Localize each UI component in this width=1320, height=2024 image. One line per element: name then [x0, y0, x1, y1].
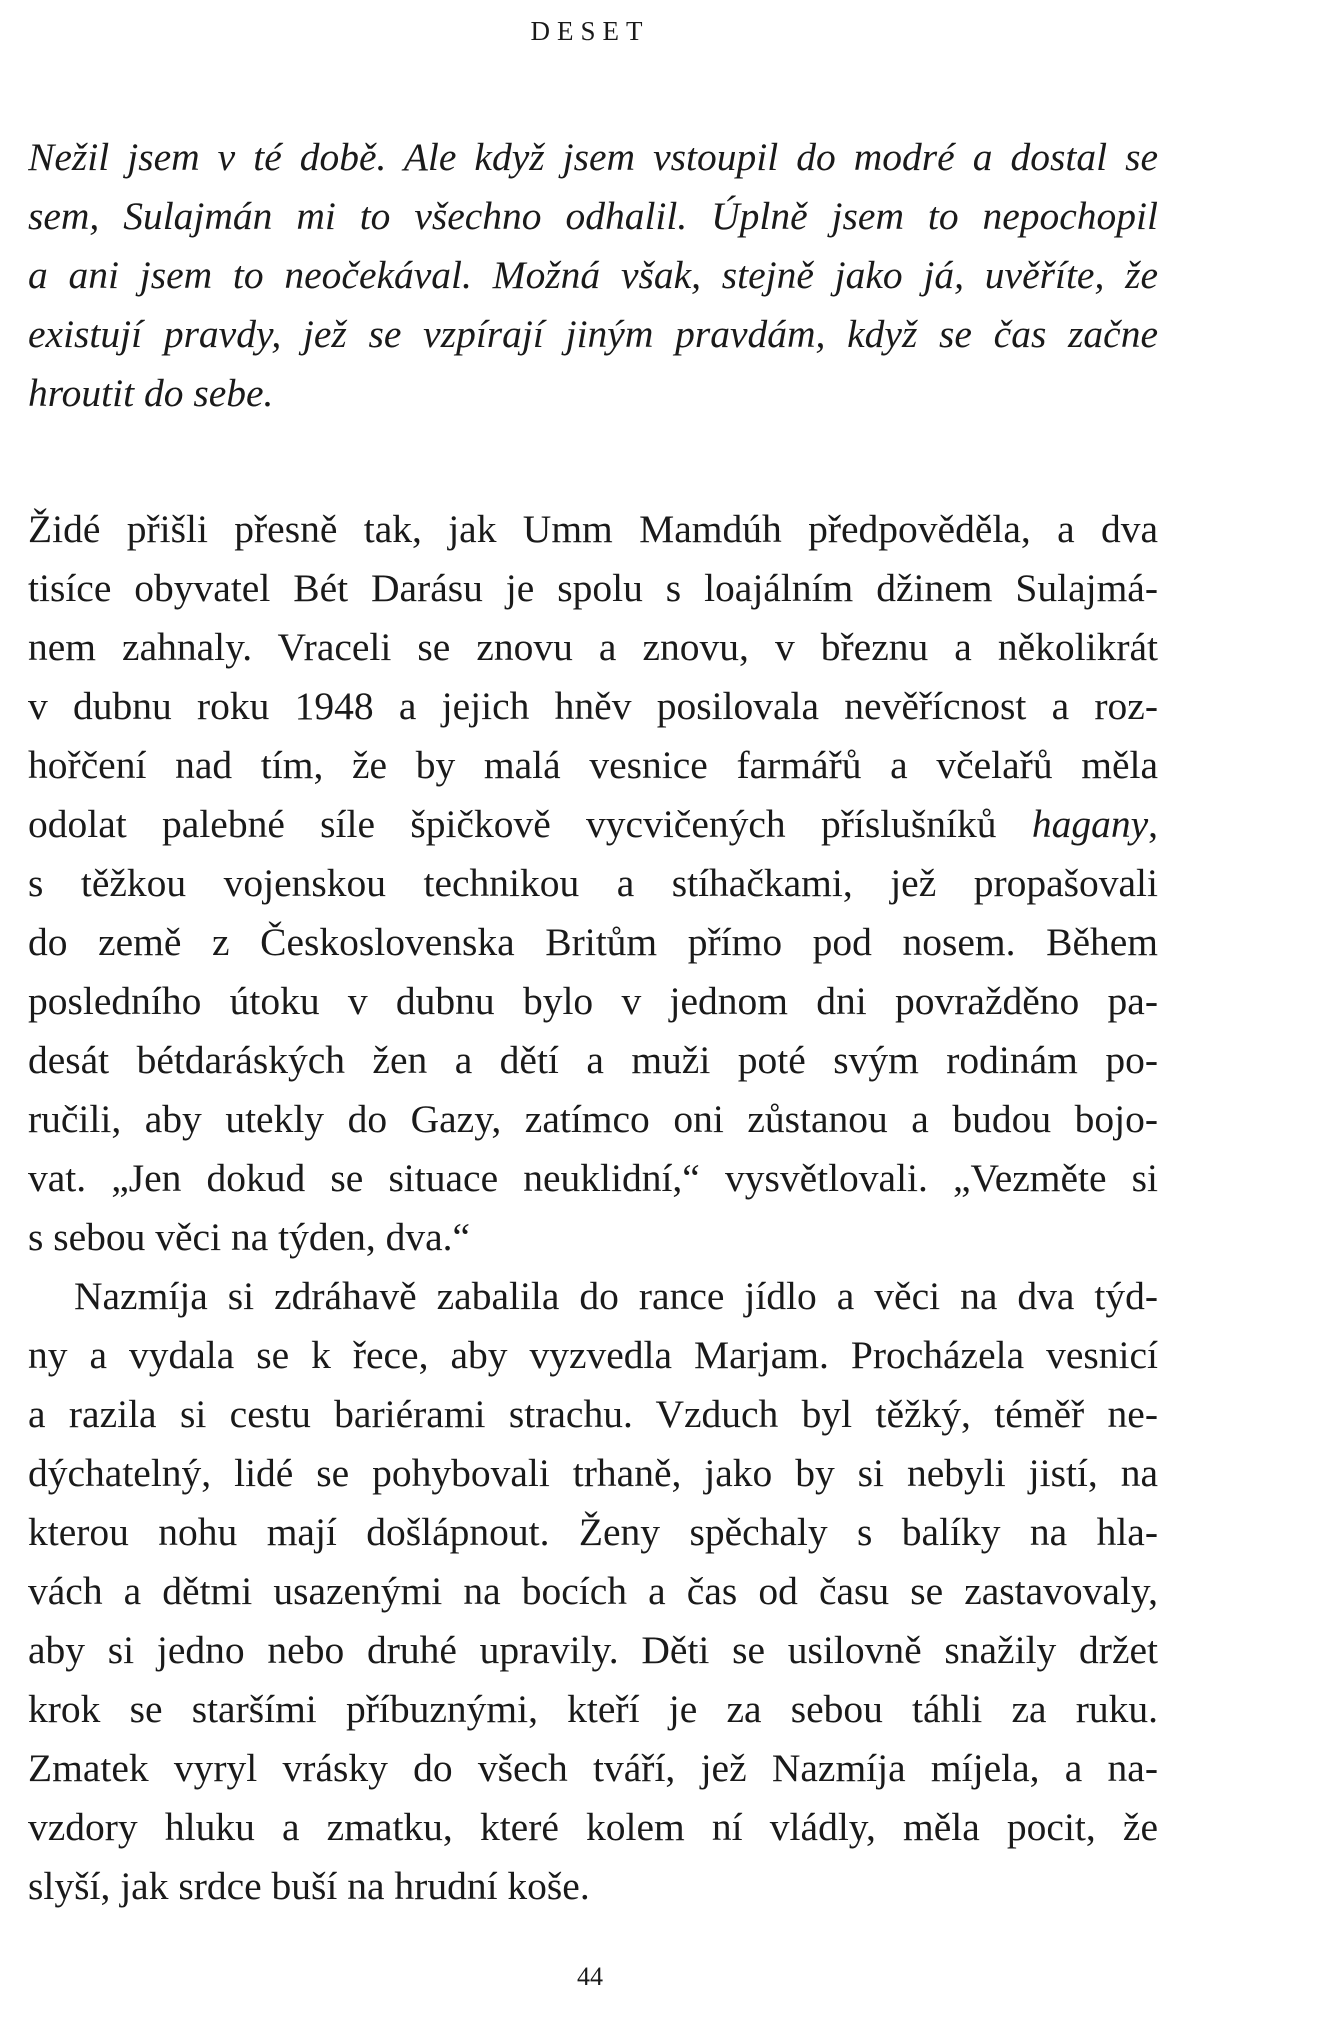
paragraph-line: vat. „Jen dokud se situace neuklidní,“ vysvětlovali. „Vezměte si — [28, 1156, 1158, 1200]
italic-line: sem, Sulajmán mi to všechno odhalil. Úplně jsem to nepochopil — [28, 194, 1158, 238]
paragraph-line: hořčení nad tím, že by malá vesnice farmářů a včelařů měla — [28, 743, 1158, 787]
paragraph-line: Zmatek vyryl vrásky do všech tváří, jež Nazmíja míjela, a na- — [28, 1746, 1158, 1790]
paragraph-line: vzdory hluku a zmatku, které kolem ní vládly, měla pocit, že — [28, 1805, 1158, 1849]
paragraph-line: tisíce obyvatel Bét Darásu je spolu s loajálním džinem Sulajmá- — [28, 566, 1158, 610]
running-head: DESET — [530, 16, 650, 46]
paragraph-line: v dubnu roku 1948 a jejich hněv posilovala nevěřícnost a roz- — [28, 684, 1158, 728]
paragraph-line: kterou nohu mají došlápnout. Ženy spěchaly s balíky na hla- — [28, 1510, 1158, 1554]
paragraph-line: Židé přišli přesně tak, jak Umm Mamdúh předpověděla, a dva — [28, 507, 1158, 551]
section-break — [28, 423, 1158, 500]
body-text — [28, 128, 1158, 1916]
text-run: odolat palebné síle špičkově vycvičených příslušníků — [28, 802, 1032, 846]
paragraph-line: aby si jedno nebo druhé upravily. Děti se usilovně snažily držet — [28, 1628, 1158, 1672]
italic-line: a ani jsem to neočekával. Možná však, stejně jako já, uvěříte, že — [28, 253, 1158, 297]
paragraph-line: Nazmíja si zdráhavě zabalila do rance jídlo a věci na dva týd- — [74, 1274, 1158, 1318]
paragraph-line: s těžkou vojenskou technikou a stíhačkami, jež propašovali — [28, 861, 1158, 905]
italic-line: Nežil jsem v té době. Ale když jsem vstoupil do modré a dostal se — [28, 135, 1158, 179]
paragraph-line: ručili, aby utekly do Gazy, zatímco oni zůstanou a budou bojo- — [28, 1097, 1158, 1141]
paragraph-line: vách a dětmi usazenými na bocích a čas od času se zastavovaly, — [28, 1569, 1158, 1613]
paragraph-line: posledního útoku v dubnu bylo v jednom dni povražděno pa- — [28, 979, 1158, 1023]
text-run: , — [1148, 802, 1158, 846]
italic-line: hroutit do sebe. — [28, 371, 274, 415]
paragraph-line: dýchatelný, lidé se pohybovali trhaně, jako by si nebyli jistí, na — [28, 1451, 1158, 1495]
paragraph-line: s sebou věci na týden, dva.“ — [28, 1215, 471, 1259]
paragraph-line: slyší, jak srdce buší na hrudní koše. — [28, 1864, 590, 1908]
paragraph-line: krok se staršími příbuznými, kteří je za sebou táhli za ruku. — [28, 1687, 1158, 1731]
paragraph-line: desát bétdaráských žen a dětí a muži poté svým rodinám po- — [28, 1038, 1158, 1082]
italic-line: existují pravdy, jež se vzpírají jiným pravdám, když se čas začne — [28, 312, 1158, 356]
italic-term: hagany — [1031, 802, 1149, 846]
paragraph-line: ny a vydala se k řece, aby vyzvedla Marjam. Procházela vesnicí — [28, 1333, 1158, 1377]
page-number: 44 — [577, 1962, 603, 1991]
paragraph-line — [28, 795, 1158, 854]
paragraph-line: nem zahnaly. Vraceli se znovu a znovu, v březnu a několikrát — [28, 625, 1158, 669]
paragraph-line: a razila si cestu bariérami strachu. Vzduch byl těžký, téměř ne- — [28, 1392, 1158, 1436]
paragraph-line: do země z Československa Britům přímo pod nosem. Během — [28, 920, 1158, 964]
